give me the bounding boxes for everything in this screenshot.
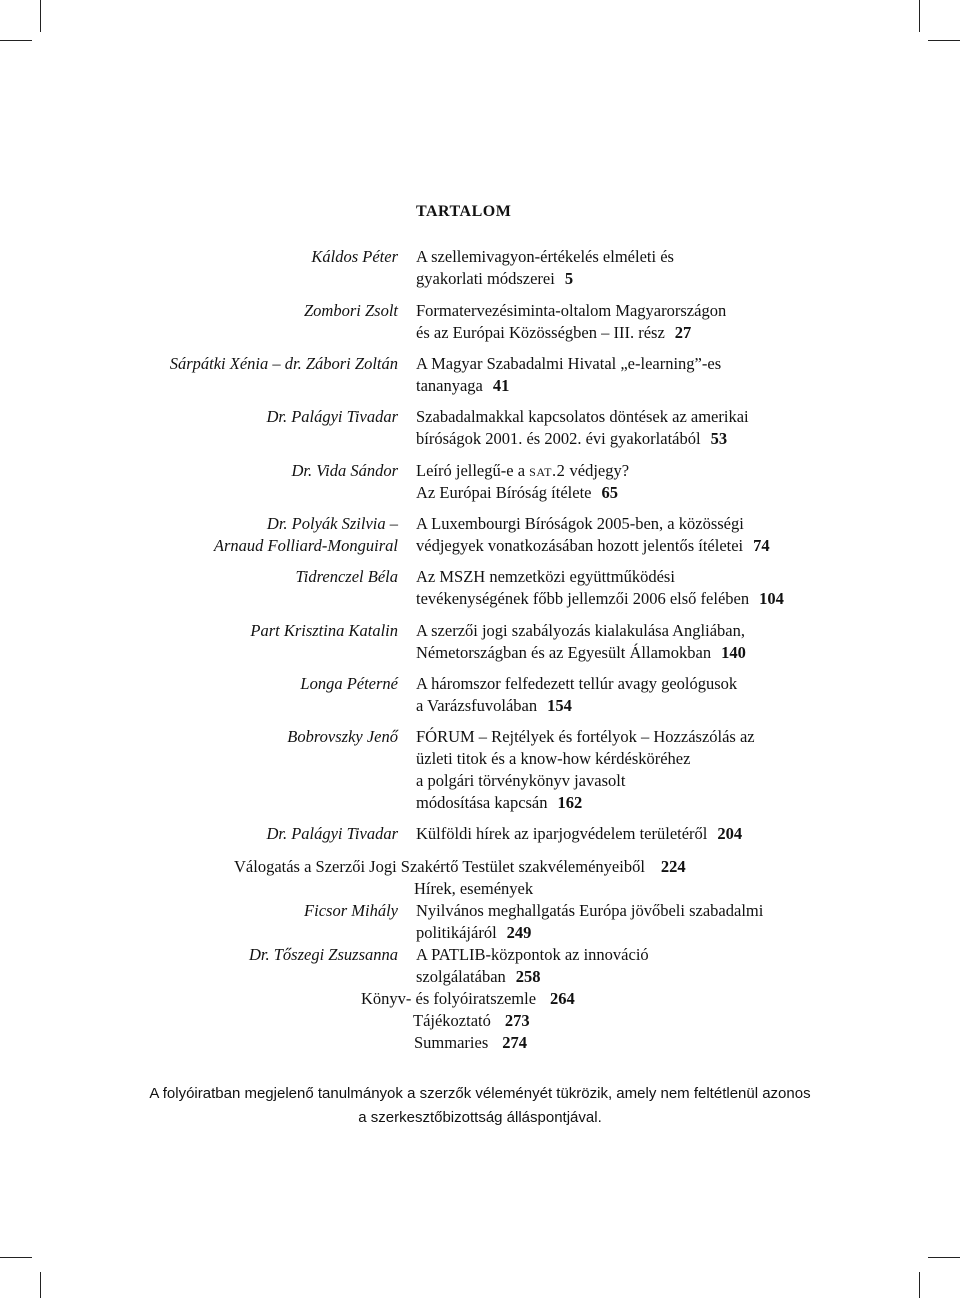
toc-page-number: 274 [502,1033,527,1052]
toc-title-line [416,695,816,717]
crop-mark [0,1257,32,1258]
toc-title-line: Nyilvános meghallgatás Európa jövőbeli szabadalmi [416,901,764,920]
toc-title-text: Leíró jellegű-e a [416,461,530,480]
toc-page-number: 27 [674,323,692,342]
crop-mark [919,0,920,32]
toc-title-text: Németországban és az Egyesült Államokban [416,643,712,662]
toc-page-number: 65 [601,483,618,502]
crop-mark [0,40,32,41]
toc-author: Dr. Palágyi Tivadar [266,407,398,426]
toc-page-number: 104 [759,589,784,608]
toc-page-number: 204 [717,824,743,843]
toc-title-line [416,322,816,344]
toc-title-line [416,966,816,988]
toc-section-title: Tájékoztató [413,1011,491,1030]
toc-title-text: tevékenységének főbb jellemzői 2006 első felében [416,589,750,608]
toc-author: Part Krisztina Katalin [250,621,398,640]
crop-mark [928,40,960,41]
toc-title-text: Külföldi hírek az iparjogvédelem területéről [416,824,708,843]
toc-title-text: szolgálatában [416,967,506,986]
toc-author: Dr. Vida Sándor [291,461,398,480]
toc-title-text: tananyaga [416,376,483,395]
toc-author: Ficsor Mihály [304,901,398,920]
toc-author: Zombori Zsolt [304,301,398,320]
toc-page-number: 224 [660,857,686,876]
toc-author: Káldos Péter [311,247,398,266]
toc-section-line [414,1032,527,1054]
toc-page-number: 264 [550,989,575,1008]
footnote-line: A folyóiratban megjelenő tanulmányok a szerzők véleményét tükrözik, amely nem feltétlenül azonos [149,1085,811,1102]
toc-title-line: üzleti titok és a know-how kérdésköréhez [416,749,691,768]
toc-title-line [416,428,816,450]
toc-page-number: 140 [721,643,746,662]
toc-title-text: gyakorlati módszerei [416,269,555,288]
toc-section-line [413,1010,530,1032]
toc-title-text: politikájáról [416,923,497,942]
toc-title-line: A Luxembourgi Bíróságok 2005-ben, a közösségi [416,514,744,533]
toc-title-line: A Magyar Szabadalmi Hivatal „e-learning”-es [416,354,722,373]
toc-author: Dr. Tőszegi Zsuzsanna [249,945,398,964]
toc-title-line [416,792,816,814]
toc-author: Bobrovszky Jenő [287,727,398,746]
toc-title-line [416,642,816,664]
toc-title-line: FÓRUM – Rejtélyek és fortélyok – Hozzászólás az [416,727,755,746]
toc-title-line: Formatervezésiminta-oltalom Magyarországon [416,301,727,320]
toc-author: Longa Péterné [300,674,398,693]
toc-author: Arnaud Folliard-Monguiral [213,536,398,555]
crop-mark [928,1257,960,1258]
toc-title-line: A PATLIB-központok az innováció [416,945,649,964]
toc-title-line: Szabadalmakkal kapcsolatos döntések az amerikai [416,407,749,426]
toc-title-line [416,460,816,482]
toc-author: Tidrenczel Béla [295,567,398,586]
footnote [0,1082,960,1130]
toc-title-text: a Varázsfuvolában [416,696,538,715]
toc-title-line: A szerzői jogi szabályozás kialakulása Angliában, [416,621,745,640]
toc-page-number: 162 [557,793,583,812]
toc-page-number: 74 [753,536,770,555]
toc-page-number: 53 [710,429,728,448]
toc-section-title: Könyv- és folyóiratszemle [361,989,537,1008]
page-title: TARTALOM [416,203,512,220]
toc-section-line [234,856,686,878]
toc-title-line [416,823,816,845]
toc-section-heading: Hírek, események [414,879,534,898]
toc-page-number: 258 [515,967,541,986]
toc-page-number: 273 [504,1011,530,1030]
toc-title-line: Az MSZH nemzetközi együttműködési [416,567,675,586]
toc-page-number: 249 [506,923,532,942]
toc-title-text: bíróságok 2001. és 2002. évi gyakorlatából [416,429,701,448]
toc-title-line: a polgári törvénykönyv javasolt [416,771,626,790]
toc-title-line [416,375,816,397]
footnote-line: a szerkesztőbizottság álláspontjával. [358,1109,602,1126]
toc-title-line [416,535,816,557]
toc-author: Dr. Polyák Szilvia – [266,514,398,533]
toc-title-text: és az Európai Közösségben – III. rész [416,323,665,342]
toc-page-number: 41 [492,376,510,395]
toc-section-title: Válogatás a Szerzői Jogi Szakértő Testület szakvéleményeiből [234,857,645,876]
toc-title-smallcaps: sat.2 [529,461,566,480]
toc-title-line [416,482,816,504]
toc-title-text: Az Európai Bíróság ítélete [416,483,592,502]
toc-title-line [416,268,816,290]
toc-page-number: 5 [564,269,574,288]
toc-title-text: védjegy? [565,461,630,480]
toc-section-line [361,988,575,1010]
toc-title-text: módosítása kapcsán [416,793,548,812]
crop-mark [919,1272,920,1298]
toc-title-line: A háromszor felfedezett tellúr avagy geológusok [416,674,738,693]
toc-title-line [416,588,816,610]
crop-mark [40,1272,41,1298]
toc-title-line [416,922,816,944]
toc-page-number: 154 [547,696,572,715]
crop-mark [40,0,41,32]
toc-section-title: Summaries [414,1033,489,1052]
toc-title-text: védjegyek vonatkozásában hozott jelentős ítéletei [416,536,744,555]
toc-author: Sárpátki Xénia – dr. Zábori Zoltán [169,354,398,373]
toc-author: Dr. Palágyi Tivadar [266,824,398,843]
toc-title-line: A szellemivagyon-értékelés elméleti és [416,247,674,266]
